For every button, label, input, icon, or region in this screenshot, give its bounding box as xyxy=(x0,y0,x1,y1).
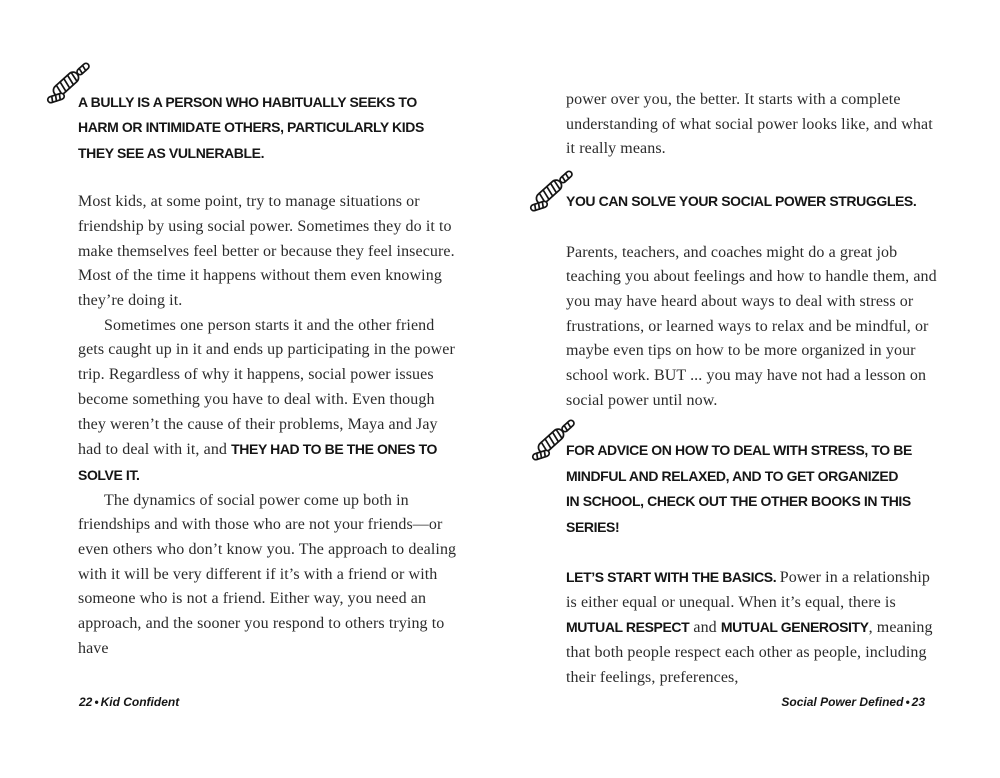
page-number: 22 xyxy=(79,695,93,709)
confetti-doodle-icon xyxy=(45,61,91,105)
chapter-title: Social Power Defined xyxy=(781,695,904,709)
emphasis-hand-text: THEY HAD TO BE THE ONES TO SOLVE IT. xyxy=(78,441,437,483)
body-text: The dynamics of social power come up both in friendships and with those who are not your friends—or even others who don’t know you. The approach to dealing with it will be very different if it’s with a friend or with someone who is not a friend. Either way, you need an approach, and the sooner you respond to others trying to have xyxy=(78,491,457,657)
paragraph xyxy=(566,88,938,162)
book-title: Kid Confident xyxy=(100,695,180,709)
heading-line: FOR ADVICE ON HOW TO DEAL WITH STRESS, TO BE xyxy=(566,442,912,459)
paragraph xyxy=(78,314,458,489)
emphasis-hand-text: LET’S START WITH THE BASICS. xyxy=(566,569,780,586)
heading-line: MINDFUL AND RELAXED, AND TO GET ORGANIZED xyxy=(566,467,899,484)
right-page xyxy=(566,88,938,691)
paragraph xyxy=(78,489,458,662)
body-text: Parents, teachers, and coaches might do a great job teaching you about feelings and how to handle them, and you may have heard about ways to deal with stress or frustrations, or learned ways to relax and be mindful, or maybe even tips on how to be more organized in your school work. BUT ... you may have not had a lesson on social power until now. xyxy=(566,243,937,409)
heading-line: YOU CAN SOLVE YOUR SOCIAL POWER STRUGGLES. xyxy=(566,193,917,210)
left-page xyxy=(78,90,458,662)
body-text: and xyxy=(689,619,721,637)
emphasis-hand-text: MUTUAL RESPECT xyxy=(566,619,690,636)
body-text: Most kids, at some point, try to manage situations or friendship by using social power. Sometimes they do it to make themselves feel better or because they feel insecure. Most of the time it happens without them even knowing they’re doing it. xyxy=(78,193,455,310)
section-heading-solve xyxy=(566,189,938,214)
emphasis-hand-text: MUTUAL GENEROSITY xyxy=(720,619,869,636)
page-number: 23 xyxy=(911,695,925,709)
body-text: Sometimes one person starts it and the other friend gets caught up in it and ends up participating in the power trip. Regardless of why it happens, social power issues become something you have to deal with. Even though they weren’t the cause of their problems, Maya and Jay had to deal with it, and xyxy=(78,316,455,459)
paragraph xyxy=(78,190,458,314)
section-heading-bully xyxy=(78,90,458,166)
paragraph xyxy=(566,241,938,414)
confetti-doodle-icon xyxy=(528,169,574,213)
left-body xyxy=(78,190,458,661)
section-heading-advice xyxy=(566,438,938,540)
footer-separator: • xyxy=(905,695,910,709)
confetti-doodle-icon xyxy=(530,418,576,462)
heading-line: A BULLY IS A PERSON WHO HABITUALLY SEEKS TO xyxy=(78,94,417,110)
paragraph xyxy=(566,565,938,691)
right-page-footer xyxy=(566,695,926,709)
heading-line: SERIES! xyxy=(566,518,620,535)
heading-text xyxy=(78,90,458,166)
heading-line: HARM OR INTIMIDATE OTHERS, PARTICULARLY KIDS xyxy=(78,119,424,136)
left-page-footer xyxy=(78,695,180,709)
body-text: , meaning that both people respect each other as people, including their feelings, preferences, xyxy=(566,619,933,686)
heading-text xyxy=(566,438,938,540)
body-text: Power in a relationship is either equal or unequal. When it’s equal, there is xyxy=(566,569,930,611)
heading-line: IN SCHOOL, CHECK OUT THE OTHER BOOKS IN THIS xyxy=(566,493,911,510)
footer-separator: • xyxy=(94,695,99,709)
body-text: power over you, the better. It starts with a complete understanding of what social power looks like, and what it really means. xyxy=(566,91,933,158)
heading-text xyxy=(566,189,938,214)
heading-line: THEY SEE AS VULNERABLE. xyxy=(78,144,265,161)
